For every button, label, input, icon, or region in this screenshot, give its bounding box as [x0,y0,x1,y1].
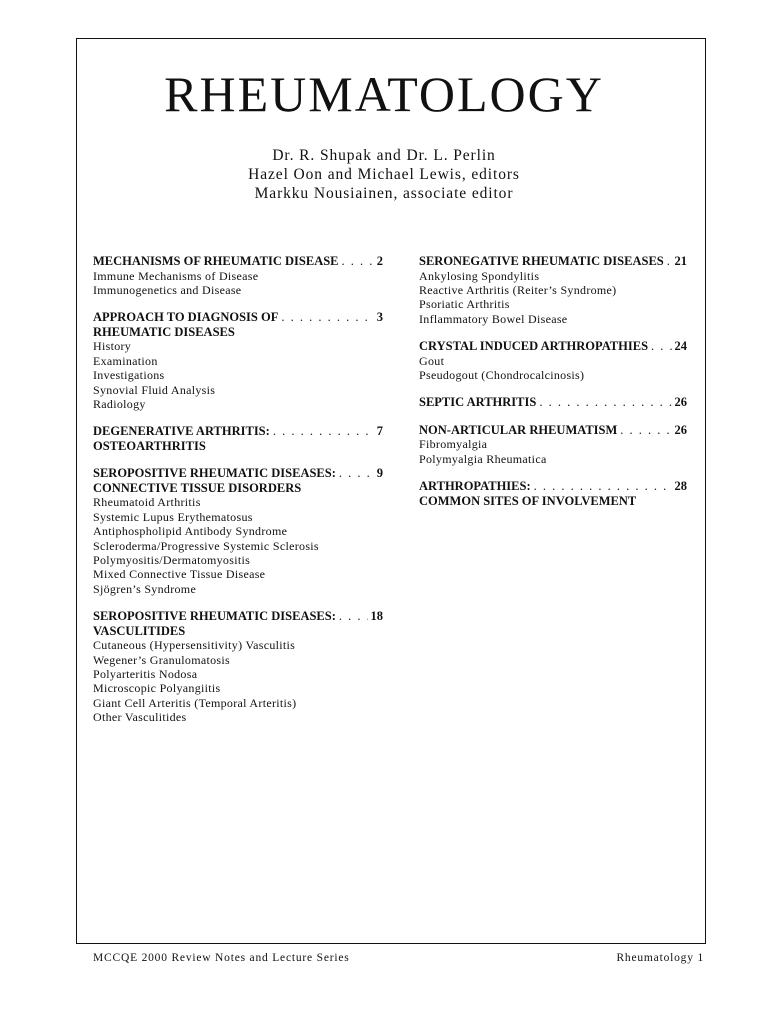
toc-page-number: 3 [376,310,383,325]
toc-item: Gout [419,353,445,368]
toc-section [419,423,687,466]
toc-entry[interactable] [419,254,687,269]
toc-page-number: 2 [376,254,383,268]
toc-item: Immune Mechanisms of Disease [93,268,259,283]
page-title: RHEUMATOLOGY [164,66,604,122]
toc-entry[interactable] [93,466,383,481]
toc-item: Examination [93,353,158,368]
toc-section [93,254,383,297]
toc-item: Other Vasculitides [93,710,187,725]
toc-item: Synovial Fluid Analysis [93,382,216,397]
toc-heading: ARTHROPATHIES: [419,479,531,494]
dot-leader [531,479,672,494]
toc-item: Cutaneous (Hypersensitivity) Vasculitis [93,638,296,653]
toc-heading: APPROACH TO DIAGNOSIS OF [93,310,279,325]
toc-heading: NON-ARTICULAR RHEUMATISM [419,422,618,437]
toc-page-number: 7 [376,424,383,439]
toc-page-number: 24 [674,339,687,354]
toc-item: Pseudogout (Chondrocalcinosis) [419,368,585,383]
toc-heading: SEPTIC ARTHRITIS [419,395,537,410]
toc-item: Psoriatic Arthritis [419,297,510,312]
toc-section [419,254,687,326]
toc-section [93,609,383,724]
toc-heading: DEGENERATIVE ARTHRITIS: [93,424,270,439]
authors-line: Dr. R. Shupak and Dr. L. Perlin [272,147,496,164]
toc-heading: SEROPOSITIVE RHEUMATIC DISEASES: [93,609,336,624]
toc-item: Polymyalgia Rheumatica [419,451,547,466]
dot-leader [617,423,671,438]
toc-item: Antiphospholipid Antibody Syndrome [93,524,288,539]
toc-entry[interactable] [419,395,687,410]
toc-item: Rheumatoid Arthritis [93,495,201,510]
toc-entry[interactable] [93,424,383,439]
dot-leader [664,254,672,269]
toc-subheading: VASCULITIDES [93,623,186,638]
toc-item: Polyarteritis Nodosa [93,667,198,681]
toc-item: Microscopic Polyangiitis [93,681,221,696]
toc-item: Scleroderma/Progressive Systemic Sclerosis [93,538,319,553]
toc-item: Giant Cell Arteritis (Temporal Arteritis) [93,695,297,710]
toc-subheading: COMMON SITES OF INVOLVEMENT [419,493,637,508]
toc-item: Radiology [93,396,146,411]
toc-right-column [419,254,687,521]
toc-left-column [93,254,383,738]
toc-item: Mixed Connective Tissue Disease [93,567,266,582]
toc-page-number: 26 [674,422,687,437]
dot-leader [536,395,671,410]
toc-section [419,339,687,382]
toc-entry[interactable] [419,479,687,494]
toc-item: Systemic Lupus Erythematosus [93,509,253,524]
toc-item: Investigations [93,368,165,383]
footer-series: MCCQE 2000 Review Notes and Lecture Series [93,952,350,964]
toc-heading: SEROPOSITIVE RHEUMATIC DISEASES: [93,466,336,481]
toc-section [93,310,383,411]
toc-page-number: 21 [674,254,687,268]
toc-page-number: 9 [376,466,383,481]
toc-item: Reactive Arthritis (Reiter’s Syndrome) [419,282,617,297]
toc-page-number: 26 [674,395,687,410]
toc-heading: MECHANISMS OF RHEUMATIC DISEASE [93,254,339,268]
toc-entry[interactable] [419,339,687,354]
toc-page-number: 28 [674,479,687,494]
dot-leader [278,310,373,325]
toc-heading: CRYSTAL INDUCED ARTHROPATHIES [419,339,649,354]
toc-subheading: CONNECTIVE TISSUE DISORDERS [93,480,302,495]
toc-item: Inflammatory Bowel Disease [419,311,568,326]
toc-entry[interactable] [93,609,383,624]
dot-leader [336,466,374,481]
toc-item: Sjögren’s Syndrome [93,581,197,596]
toc-item: Ankylosing Spondylitis [419,268,540,283]
dot-leader [336,609,368,624]
toc-section [93,424,383,453]
toc-item: Polymyositis/Dermatomyositis [93,552,251,567]
toc-section [93,466,383,596]
editors-line: Hazel Oon and Michael Lewis, editors [248,166,520,183]
toc-subheading: OSTEOARTHRITIS [93,438,206,453]
toc-entry[interactable] [419,423,687,438]
toc-page-number: 18 [370,609,383,624]
toc-section [419,395,687,410]
toc-section [419,479,687,508]
footer-page-label: Rheumatology 1 [616,952,704,964]
dot-leader [339,254,374,269]
associate-editor-line: Markku Nousiainen, associate editor [254,185,514,202]
toc-heading: SERONEGATIVE RHEUMATIC DISEASES [419,254,664,268]
toc-entry[interactable] [93,254,383,269]
toc-item: History [93,339,132,354]
toc-item: Immunogenetics and Disease [93,282,242,297]
toc-item: Fibromyalgia [419,437,488,452]
toc-subheading: RHEUMATIC DISEASES [93,324,235,339]
dot-leader [648,339,671,354]
authors-block [0,146,768,203]
toc-entry[interactable] [93,310,383,325]
toc-item: Wegener’s Granulomatosis [93,652,230,667]
dot-leader [270,424,374,439]
